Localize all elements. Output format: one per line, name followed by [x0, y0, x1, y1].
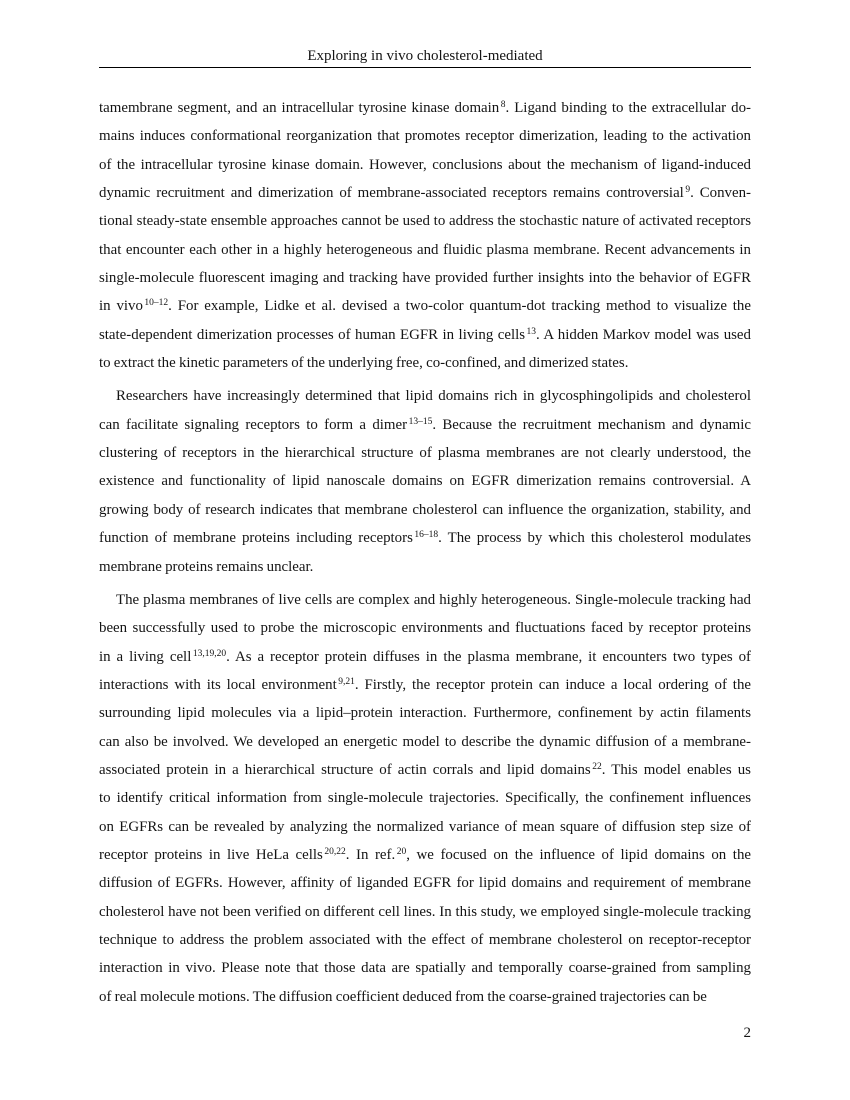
- text-segment: . Because the recruitment mechanism and dynamic: [432, 416, 752, 433]
- text-segment: that encounter each other in a highly heterogeneous and fluidic plasma membrane. Recent advancements in: [99, 241, 751, 258]
- text-line: [99, 643, 751, 671]
- text-line: [99, 869, 751, 897]
- text-segment: to identify critical information from single-molecule trajectories. Specifically, the confinement influences: [99, 790, 751, 807]
- text-segment: of the intracellular tyrosine kinase domain. However, conclusions about the mechanism of ligand-induced: [99, 156, 751, 173]
- text-line: [99, 179, 751, 207]
- text-line: [99, 439, 751, 467]
- text-line: [99, 926, 751, 954]
- text-line: [99, 382, 751, 410]
- citation-superscript: 22: [592, 761, 602, 772]
- text-line: [99, 699, 751, 727]
- text-line: [99, 349, 751, 377]
- text-line: [99, 321, 751, 349]
- page-number: 2: [743, 1025, 751, 1041]
- text-segment: tamembrane segment, and an intracellular tyrosine kinase domain: [99, 100, 500, 116]
- citation-superscript: 10–12: [144, 298, 169, 309]
- citation-superscript: 9: [685, 185, 691, 196]
- text-segment: . This model enables us: [601, 761, 751, 778]
- text-segment: function of membrane proteins including receptors: [99, 530, 413, 547]
- text-segment: receptor proteins in live HeLa cells: [99, 846, 323, 863]
- text-segment: . Firstly, the receptor protein can induce a local ordering of the: [354, 676, 751, 693]
- text-segment: . Conven-: [690, 185, 751, 202]
- text-segment: The plasma membranes of live cells are complex and highly heterogeneous. Single-molecule tracking had: [116, 591, 751, 608]
- text-segment: existence and functionality of lipid nanoscale domains on EGFR dimerization remains controversial. A: [99, 473, 751, 490]
- text-segment: , we focused on the influence of lipid domains on the: [406, 846, 751, 863]
- text-line: [99, 813, 751, 841]
- text-segment: can also be involved. We developed an energetic model to describe the dynamic diffusion of a membrane-: [99, 733, 751, 750]
- text-segment: been successfully used to probe the microscopic environments and fluctuations faced by receptor proteins: [99, 620, 751, 637]
- text-segment: . A hidden Markov model was used: [536, 326, 751, 343]
- text-segment: growing body of research indicates that membrane cholesterol can influence the organization, stability, and: [99, 501, 751, 518]
- citation-superscript: 13: [526, 326, 537, 337]
- text-segment: membrane proteins remains unclear.: [99, 558, 314, 575]
- citation-superscript: 20,22: [324, 846, 346, 857]
- text-segment: . The process by which this cholesterol modulates: [438, 530, 751, 547]
- text-segment: interactions with its local environment: [99, 676, 337, 693]
- text-line: [99, 586, 751, 614]
- text-line: [99, 411, 751, 439]
- text-line: [99, 122, 751, 150]
- text-segment: Researchers have increasingly determined that lipid domains rich in glycosphingolipids and cholesterol: [116, 388, 751, 405]
- text-segment: . In ref.: [345, 846, 396, 863]
- text-segment: to extract the kinetic parameters of the underlying free, co-confined, and dimerized states.: [99, 355, 629, 372]
- citation-superscript: 16–18: [414, 530, 439, 541]
- running-head-title: Exploring in vivo cholesterol-mediated: [307, 48, 543, 64]
- text-segment: interaction in vivo. Please note that those data are spatially and temporally coarse-grained from sampling: [99, 960, 751, 977]
- text-segment: associated protein in a hierarchical structure of actin corrals and lipid domains: [99, 761, 591, 778]
- paragraph: [99, 586, 751, 1011]
- text-segment: dynamic recruitment and dimerization of membrane-associated receptors remains controversial: [99, 185, 684, 202]
- text-line: [99, 264, 751, 292]
- text-segment: clustering of receptors in the hierarchical structure of plasma membranes are not clearly understood, the: [99, 445, 751, 462]
- text-segment: cholesterol have not been verified on different cell lines. In this study, we employed single-molecule tracking: [99, 903, 751, 920]
- text-line: [99, 728, 751, 756]
- text-line: [99, 841, 751, 869]
- text-line: [99, 954, 751, 982]
- text-line: [99, 756, 751, 784]
- citation-superscript: 13–15: [408, 416, 433, 427]
- text-line: [99, 292, 751, 320]
- text-segment: on EGFRs can be revealed by analyzing the normalized variance of mean square of diffusion step size of: [99, 818, 751, 835]
- text-line: [99, 614, 751, 642]
- text-line: [99, 553, 751, 581]
- text-line: [99, 207, 751, 235]
- text-segment: technique to address the problem associated with the effect of membrane cholesterol on receptor-receptor: [99, 931, 751, 948]
- text-segment: mains induces conformational reorganization that promotes receptor dimerization, leading to the activation: [99, 128, 751, 145]
- text-line: [99, 467, 751, 495]
- text-line: [99, 236, 751, 264]
- text-segment: single-molecule fluorescent imaging and tracking have provided further insights into the behavior of EGFR: [99, 270, 751, 287]
- text-line: [99, 983, 751, 1011]
- text-line: [99, 524, 751, 552]
- text-line: [99, 784, 751, 812]
- text-segment: in vivo: [99, 298, 143, 315]
- text-segment: . For example, Lidke et al. devised a two-color quantum-dot tracking method to visualize the: [168, 298, 751, 315]
- text-line: [99, 151, 751, 179]
- paragraph: [99, 94, 751, 377]
- text-segment: . Ligand binding to the extracellular do-: [505, 100, 751, 116]
- citation-superscript: 13,19,20: [192, 648, 227, 659]
- text-segment: diffusion of EGFRs. However, affinity of liganded EGFR for lipid domains and requirement of membrane: [99, 875, 751, 892]
- text-segment: can facilitate signaling receptors to form a dimer: [99, 416, 408, 433]
- text-line: [99, 898, 751, 926]
- header-rule: [99, 67, 751, 68]
- text-segment: in a living cell: [99, 648, 192, 665]
- citation-superscript: 9,21: [338, 676, 355, 687]
- text-segment: of real molecule motions. The diffusion coefficient deduced from the coarse-grained trajectories can be: [99, 988, 707, 1005]
- text-segment: state-dependent dimerization processes of human EGFR in living cells: [99, 326, 526, 343]
- text-line: [99, 496, 751, 524]
- text-line: [99, 94, 751, 122]
- paragraph: [99, 382, 751, 580]
- text-segment: . As a receptor protein diffuses in the plasma membrane, it encounters two types of: [226, 648, 751, 665]
- text-line: [99, 671, 751, 699]
- text-segment: surrounding lipid molecules via a lipid–protein interaction. Furthermore, confinement by actin filaments: [99, 705, 751, 722]
- article-body: [99, 94, 751, 1011]
- citation-superscript: 8: [500, 100, 506, 110]
- citation-superscript: 20: [396, 846, 407, 857]
- text-segment: tional steady-state ensemble approaches cannot be used to address the stochastic nature of activated receptors: [99, 213, 751, 230]
